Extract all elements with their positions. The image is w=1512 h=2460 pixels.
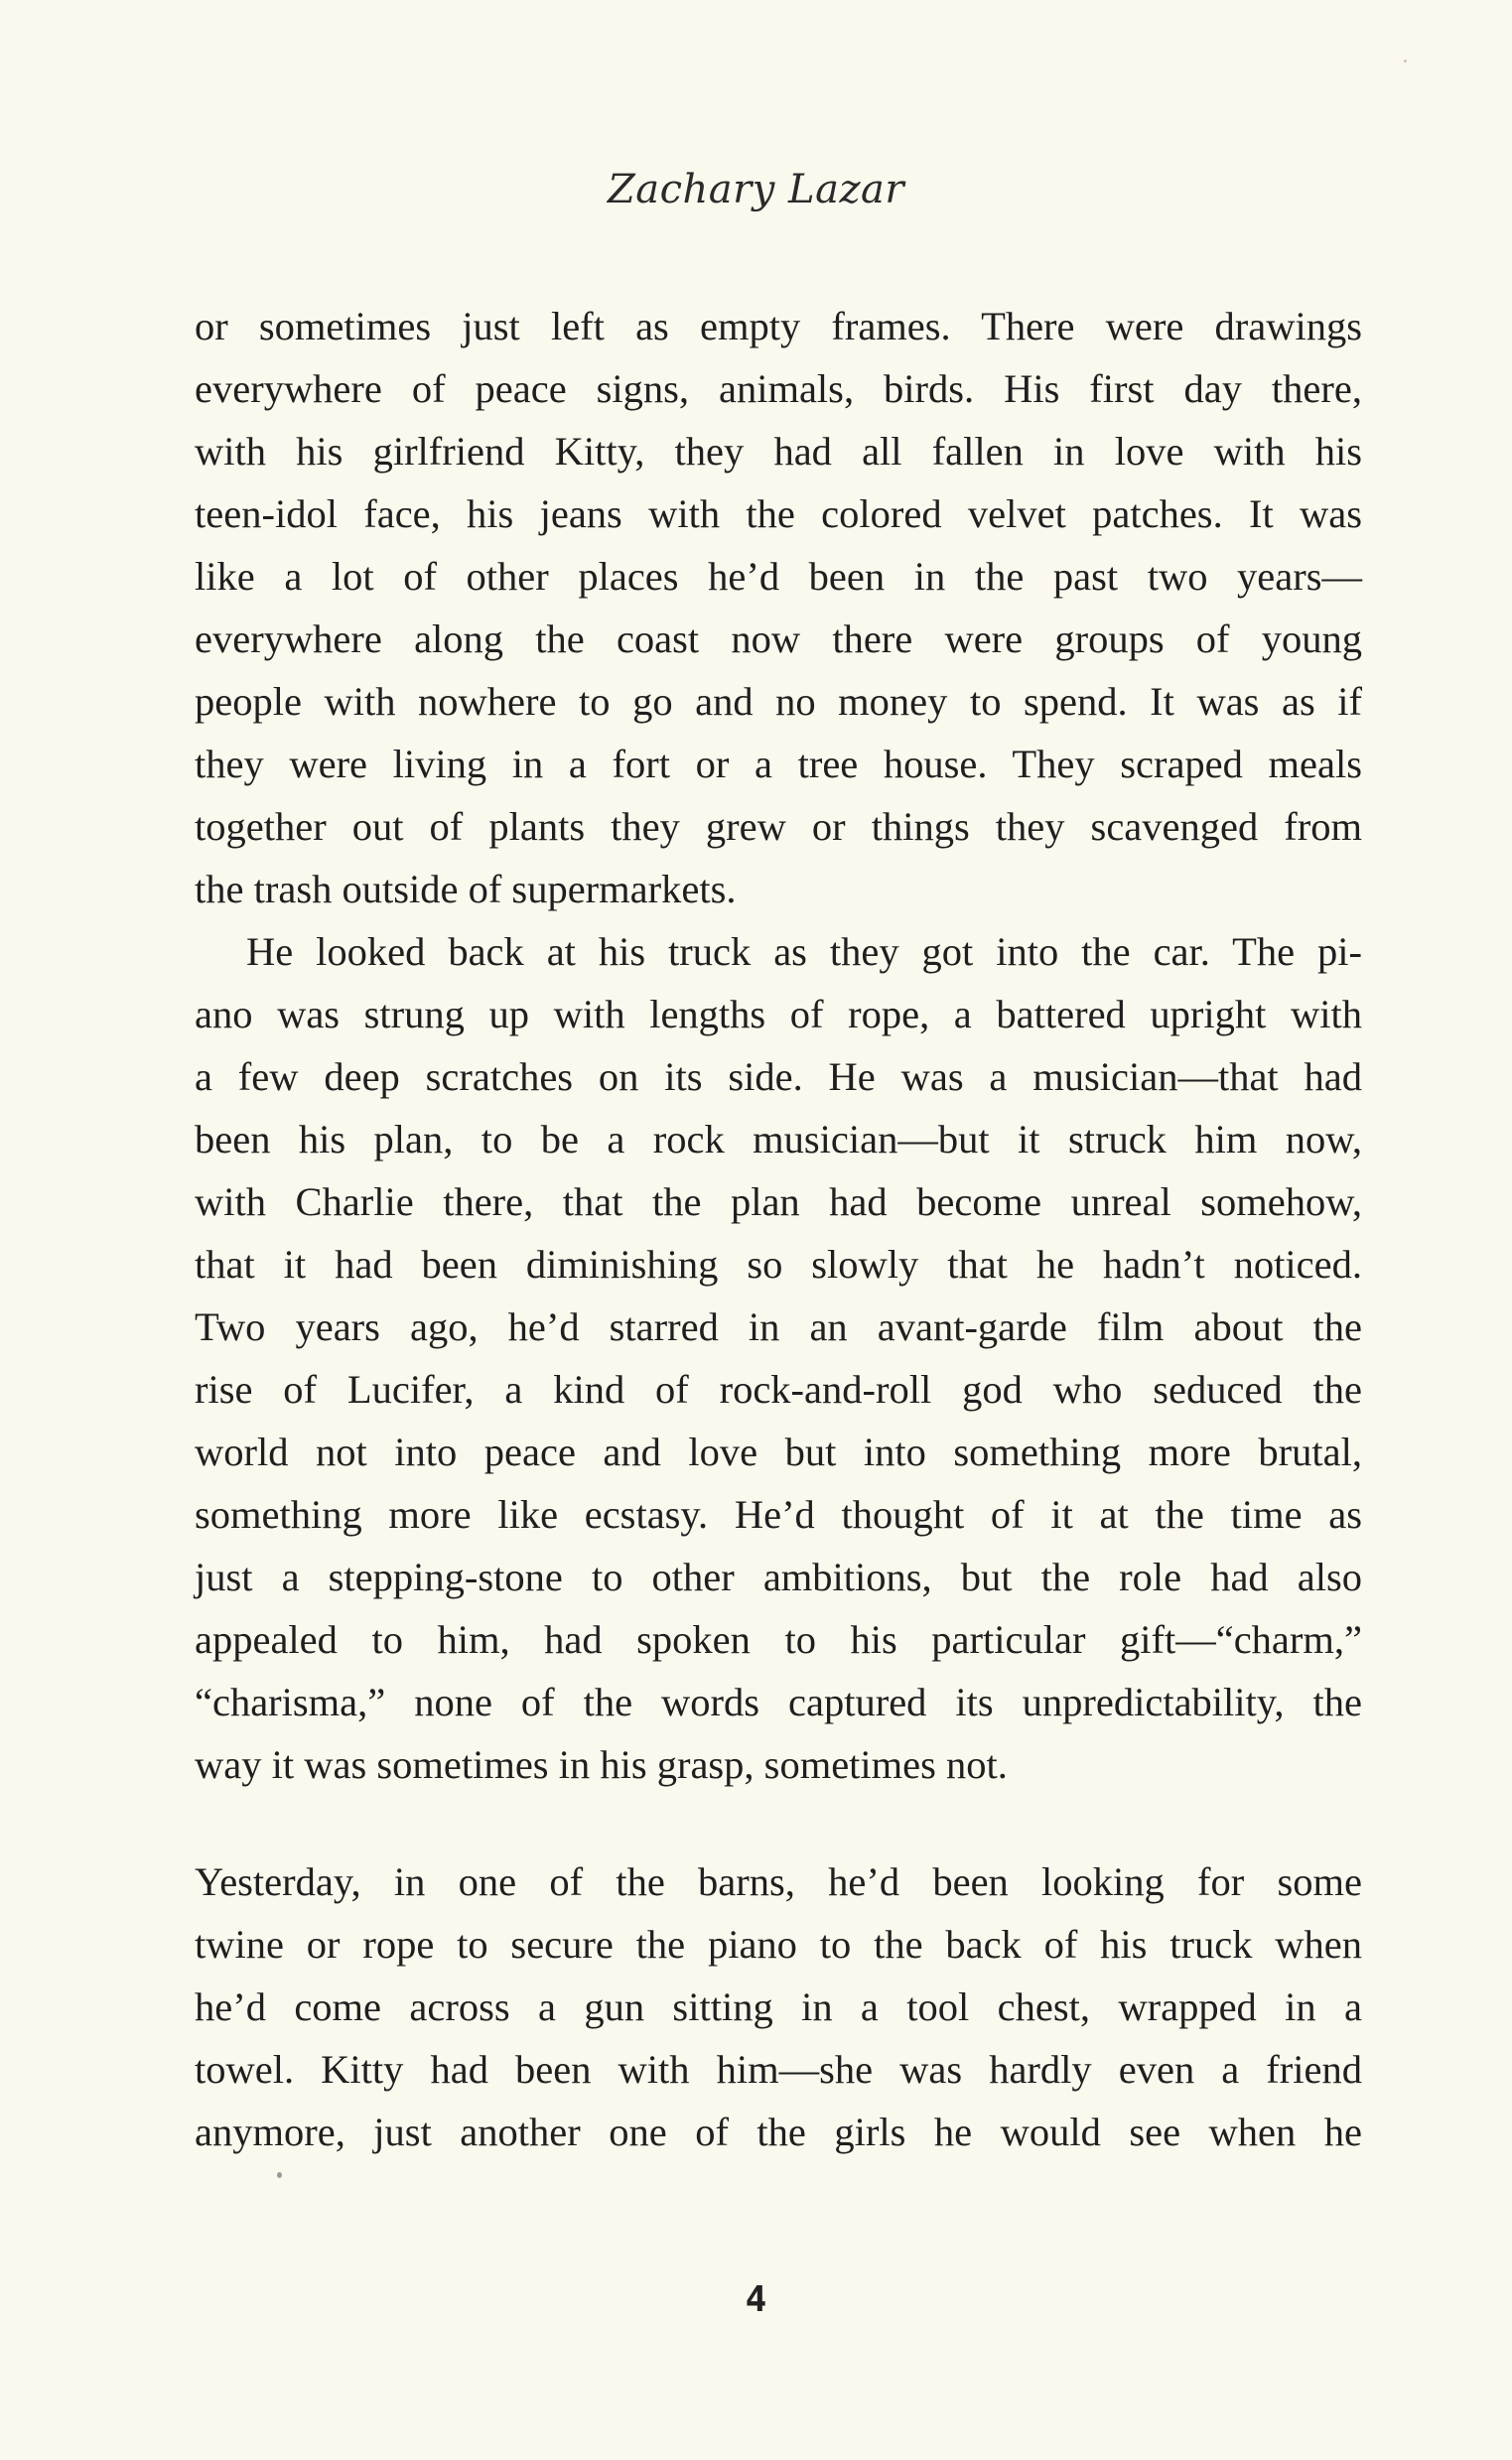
text-line: with his girlfriend Kitty, they had all fallen in love with his: [195, 429, 1362, 474]
print-speck: [1404, 60, 1407, 63]
running-head-author: Zachary Lazar: [607, 167, 905, 212]
text-line: everywhere of peace signs, animals, birds. His first day there,: [195, 366, 1362, 411]
text-line: He looked back at his truck as they got into the car. The pi-: [246, 929, 1362, 974]
text-line: he’d come across a gun sitting in a tool chest, wrapped in a: [195, 1984, 1362, 2029]
text-block-lower: [195, 1850, 1362, 2163]
paragraph-2: [195, 920, 1362, 1796]
text-line: rise of Lucifer, a kind of rock-and-roll god who seduced the: [195, 1367, 1362, 1412]
paragraph-3: [195, 1850, 1362, 2163]
text-line: or sometimes just left as empty frames. There were drawings: [195, 304, 1362, 348]
text-line: been his plan, to be a rock musician—but it struck him now,: [195, 1117, 1362, 1162]
text-line: a few deep scratches on its side. He was a musician—that had: [195, 1054, 1362, 1099]
text-line: the trash outside of supermarkets.: [195, 867, 737, 911]
text-line: way it was sometimes in his grasp, sometimes not.: [195, 1742, 1008, 1787]
text-line: they were living in a fort or a tree house. They scraped meals: [195, 742, 1362, 786]
text-line: something more like ecstasy. He’d thought of it at the time as: [195, 1492, 1362, 1537]
text-line: anymore, just another one of the girls he would see when he: [195, 2110, 1362, 2154]
text-block-upper: [195, 295, 1362, 1796]
text-line: Two years ago, he’d starred in an avant-garde film about the: [195, 1304, 1362, 1349]
text-line: people with nowhere to go and no money to spend. It was as if: [195, 679, 1362, 724]
text-line: like a lot of other places he’d been in the past two years—: [195, 554, 1362, 599]
page-number: 4: [745, 2279, 767, 2320]
print-speck: [277, 2172, 282, 2178]
text-line: with Charlie there, that the plan had become unreal somehow,: [195, 1179, 1362, 1224]
text-line: towel. Kitty had been with him—she was hardly even a friend: [195, 2047, 1362, 2092]
text-line: just a stepping-stone to other ambitions, but the role had also: [195, 1555, 1362, 1599]
text-line: that it had been diminishing so slowly that he hadn’t noticed.: [195, 1242, 1362, 1287]
text-line: everywhere along the coast now there were groups of young: [195, 616, 1362, 661]
text-line: ano was strung up with lengths of rope, a battered upright with: [195, 992, 1362, 1036]
paragraph-1: [195, 295, 1362, 920]
text-line: together out of plants they grew or things they scavenged from: [195, 804, 1362, 849]
text-line: “charisma,” none of the words captured its unpredictability, the: [195, 1680, 1362, 1724]
text-line: world not into peace and love but into something more brutal,: [195, 1430, 1362, 1474]
text-line: twine or rope to secure the piano to the back of his truck when: [195, 1922, 1362, 1967]
text-line: Yesterday, in one of the barns, he’d been looking for some: [195, 1859, 1362, 1904]
text-line: teen-idol face, his jeans with the colored velvet patches. It was: [195, 491, 1362, 536]
text-line: appealed to him, had spoken to his particular gift—“charm,”: [195, 1617, 1362, 1662]
